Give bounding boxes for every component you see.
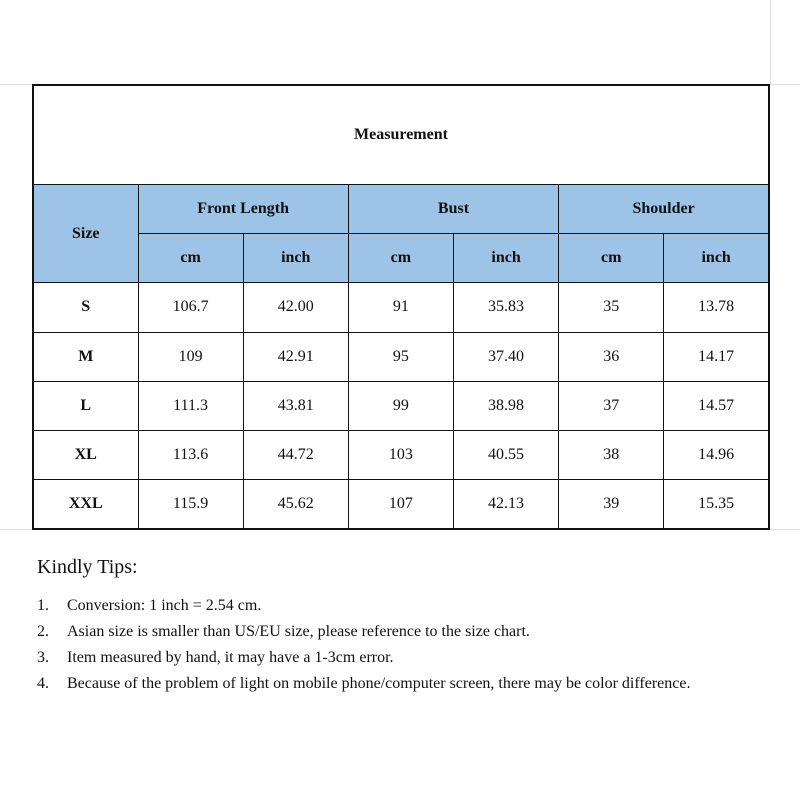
tips-list [37, 593, 757, 697]
tip-item [37, 619, 757, 645]
measurement-value: 107 [348, 479, 453, 529]
measurement-value: 42.13 [453, 479, 558, 529]
table-row [33, 283, 769, 332]
guide-line [770, 0, 771, 84]
measurement-value: 14.96 [664, 430, 769, 479]
measurement-value: 13.78 [664, 283, 769, 332]
tip-number: 2. [37, 623, 49, 640]
measurement-value: 95 [348, 332, 453, 381]
guide-line [770, 84, 800, 85]
measurement-value: 106.7 [138, 283, 243, 332]
table-row [33, 430, 769, 479]
table-row [33, 332, 769, 381]
measurement-value: 35.83 [453, 283, 558, 332]
measurement-value: 42.91 [243, 332, 348, 381]
unit-header: cm [138, 234, 243, 283]
table-title: Measurement [33, 85, 769, 185]
tip-item [37, 593, 757, 619]
group-header-bust: Bust [348, 185, 558, 234]
size-label: L [33, 381, 138, 430]
table-row [33, 479, 769, 529]
guide-line [0, 529, 32, 530]
size-label: S [33, 283, 138, 332]
guide-line [770, 529, 800, 530]
measurement-value: 44.72 [243, 430, 348, 479]
table-row [33, 381, 769, 430]
measurement-value: 35 [559, 283, 664, 332]
measurement-value: 99 [348, 381, 453, 430]
tip-text: Asian size is smaller than US/EU size, please reference to the size chart. [67, 623, 530, 640]
tips-title: Kindly Tips: [37, 556, 138, 578]
measurement-value: 103 [348, 430, 453, 479]
measurement-value: 45.62 [243, 479, 348, 529]
measurement-value: 42.00 [243, 283, 348, 332]
measurement-value: 15.35 [664, 479, 769, 529]
measurement-value: 37.40 [453, 332, 558, 381]
tip-number: 1. [37, 597, 49, 614]
unit-header: cm [559, 234, 664, 283]
tip-number: 4. [37, 675, 49, 692]
measurement-value: 109 [138, 332, 243, 381]
size-header: Size [33, 185, 138, 283]
group-header-front-length: Front Length [138, 185, 348, 234]
tip-item [37, 671, 757, 697]
tip-text: Because of the problem of light on mobile phone/computer screen, there may be color difference. [67, 675, 691, 692]
group-header-shoulder: Shoulder [559, 185, 769, 234]
unit-header: inch [664, 234, 769, 283]
tip-text: Item measured by hand, it may have a 1-3cm error. [67, 649, 394, 666]
measurement-value: 40.55 [453, 430, 558, 479]
size-label: XL [33, 430, 138, 479]
unit-header: inch [453, 234, 558, 283]
measurement-value: 38 [559, 430, 664, 479]
measurement-value: 39 [559, 479, 664, 529]
measurement-value: 36 [559, 332, 664, 381]
guide-line [0, 84, 32, 85]
measurement-value: 14.57 [664, 381, 769, 430]
measurement-value: 37 [559, 381, 664, 430]
size-label: XXL [33, 479, 138, 529]
measurement-value: 43.81 [243, 381, 348, 430]
measurement-value: 111.3 [138, 381, 243, 430]
tip-number: 3. [37, 649, 49, 666]
tip-text: Conversion: 1 inch = 2.54 cm. [67, 597, 262, 614]
unit-header: cm [348, 234, 453, 283]
measurement-value: 91 [348, 283, 453, 332]
measurement-value: 113.6 [138, 430, 243, 479]
measurement-value: 115.9 [138, 479, 243, 529]
unit-header: inch [243, 234, 348, 283]
measurement-table [32, 84, 770, 530]
measurement-value: 14.17 [664, 332, 769, 381]
tip-item [37, 645, 757, 671]
measurement-value: 38.98 [453, 381, 558, 430]
kindly-tips [37, 556, 757, 697]
size-label: M [33, 332, 138, 381]
